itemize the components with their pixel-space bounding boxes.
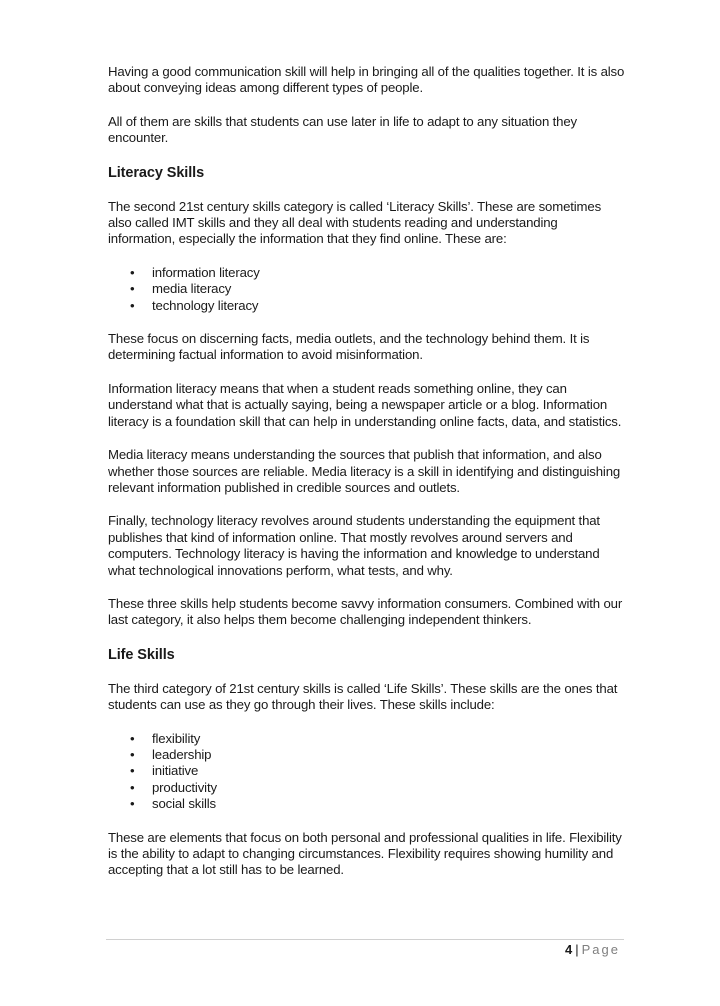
paragraph-communication: Having a good communication skill will help in bringing all of the qualities together. It is also about conveying ideas among different types of people.	[108, 64, 625, 96]
footer-separator: |	[575, 942, 579, 957]
page-number: 4	[565, 942, 573, 957]
document-page	[108, 64, 628, 896]
paragraph-literacy-summary: These three skills help students become savvy information consumers. Combined with our last category, it also helps them become challenging independent thinkers.	[108, 595, 623, 628]
paragraph-life-closing: These are elements that focus on both personal and professional qualities in life. Flexibility is the ability to adapt to changing circumstances. Flexibility requires showing humility and accepting that a lot still has to be learned.	[108, 829, 622, 878]
life-skills-list	[108, 731, 628, 813]
list-item: • technology literacy	[108, 298, 628, 314]
footer-divider	[106, 939, 624, 940]
paragraph-technology-literacy: Finally, technology literacy revolves around students understanding the equipment that publishes that kind of information online. That mostly revolves around servers and computers. Technology literacy is having the information and knowledge to understand what technological innovations perform, what tests, and why.	[108, 513, 600, 578]
list-item: • productivity	[108, 780, 628, 796]
page-footer	[565, 942, 620, 958]
paragraph-literacy-intro: The second 21st century skills category is called ‘Literacy Skills’. These are sometimes also called IMT skills and they all deal with students reading and understanding information, especially the information that they find online. These are:	[108, 198, 602, 247]
heading-life-skills: Life Skills	[108, 646, 175, 663]
literacy-list	[108, 265, 628, 314]
list-item: • leadership	[108, 747, 628, 763]
paragraph-information-literacy: Information literacy means that when a student reads something online, they can understand what that is actually saying, being a newspaper article or a blog. Information literacy is a foundation skill that can help in understanding online facts, data, and statistics.	[108, 380, 622, 429]
list-item: • flexibility	[108, 731, 628, 747]
paragraph-adapt: All of them are skills that students can use later in life to adapt to any situation they encounter.	[108, 113, 577, 146]
heading-literacy-skills: Literacy Skills	[108, 164, 205, 181]
list-item: • social skills	[108, 796, 628, 812]
paragraph-life-intro: The third category of 21st century skills is called ‘Life Skills’. These skills are the ones that students can use as they go through their lives. These skills include:	[108, 680, 618, 713]
list-item: • information literacy	[108, 265, 628, 281]
page-label: Page	[581, 942, 620, 957]
list-item: • initiative	[108, 763, 628, 779]
paragraph-literacy-focus: These focus on discerning facts, media outlets, and the technology behind them. It is determining factual information to avoid misinformation.	[108, 331, 590, 363]
list-item: • media literacy	[108, 281, 628, 297]
paragraph-media-literacy: Media literacy means understanding the sources that publish that information, and also whether those sources are reliable. Media literacy is a skill in identifying and distinguishing relevant information published in credible sources and outlets.	[108, 447, 621, 495]
